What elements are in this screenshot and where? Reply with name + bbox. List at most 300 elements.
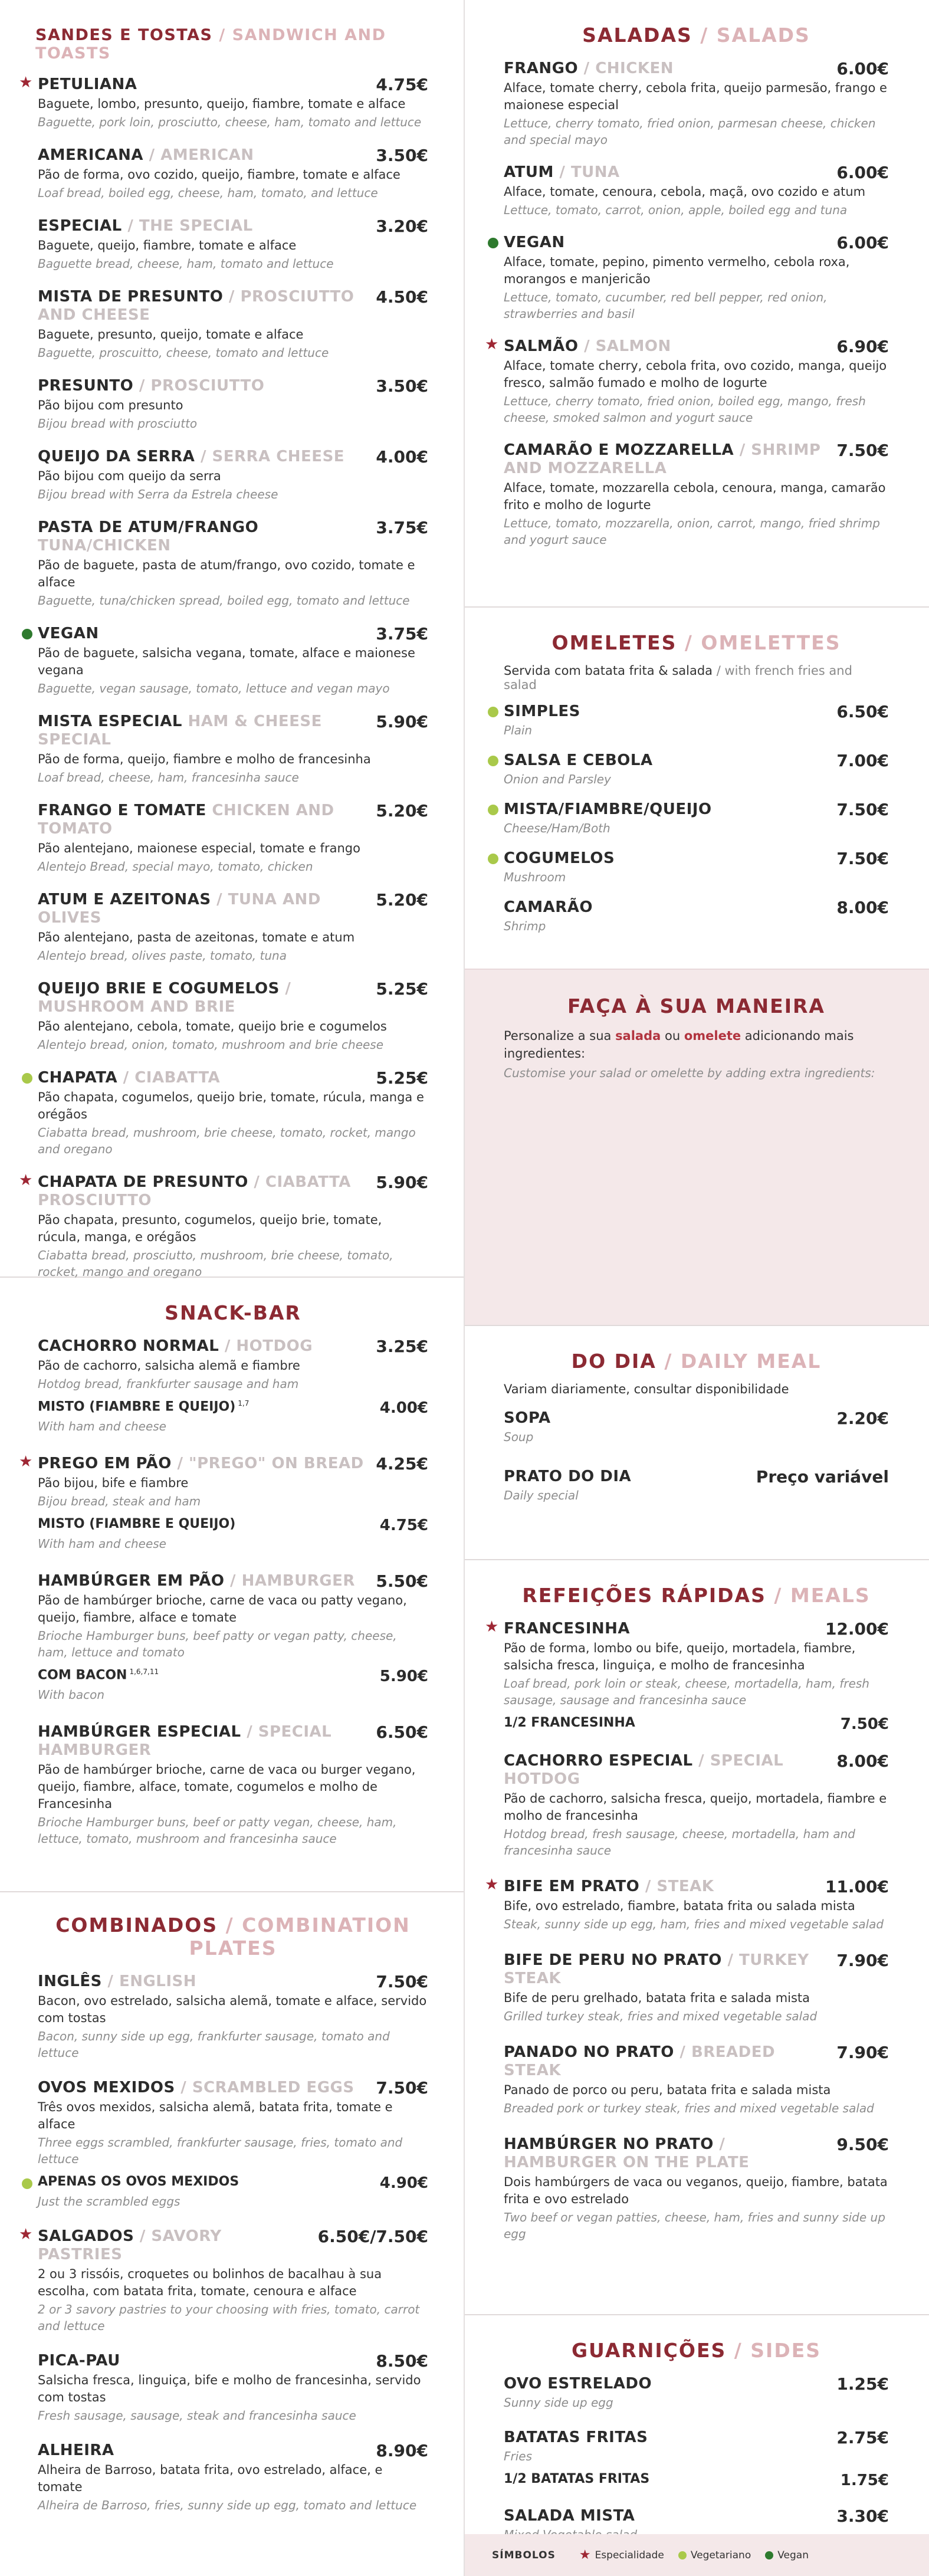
item-name-pt: QUEIJO DA SERRA — [38, 448, 195, 465]
item-variant — [504, 1715, 889, 1733]
item-description: Pão de hambúrger brioche, carne de vaca ou patty vegano, queijo, fiambre, alface e tomate — [38, 1593, 407, 1625]
item-name — [504, 849, 615, 868]
vegan-dot-icon — [488, 238, 498, 248]
item-price: 4.75€ — [376, 75, 428, 94]
item-row — [504, 703, 889, 721]
item-price: 6.50€/7.50€ — [317, 2227, 428, 2246]
item-description-en: Brioche Hamburger buns, beef or patty vegan, cheese, ham, lettuce, tomato, mushroom and francesinha sauce — [38, 1815, 397, 1846]
item-description: Pão bijou com presunto — [38, 398, 183, 412]
item-description: Pão bijou, bife e fiambre — [38, 1476, 189, 1490]
item-description-en: Sunny side up egg — [504, 2395, 613, 2410]
intro-omelete: omelete — [684, 1029, 741, 1043]
item-name-pt: FRANGO — [504, 60, 579, 77]
item-variant — [38, 1668, 428, 1703]
item-name-pt: PRATO DO DIA — [504, 1468, 632, 1485]
menu-item — [38, 891, 428, 964]
item-name-pt: PANADO NO PRATO — [504, 2043, 674, 2061]
item-description: Pão alentejano, cebola, tomate, queijo brie e cogumelos — [38, 1019, 387, 1033]
variant-name — [38, 1517, 235, 1534]
section-snack — [0, 1278, 464, 1891]
item-name-en: / SPECIAL HAMBURGER — [38, 1723, 332, 1759]
symbols-legend — [465, 2534, 929, 2576]
item-name — [504, 752, 653, 770]
item-name — [504, 1752, 829, 1789]
item-name-pt: CHAPATA DE PRESUNTO — [38, 1173, 248, 1191]
menu-item — [38, 1572, 428, 1703]
item-name — [504, 337, 671, 356]
menu-item — [38, 2079, 428, 2210]
variant-price: 1.75€ — [840, 2472, 889, 2489]
menu-item — [504, 163, 889, 218]
item-row — [38, 448, 428, 466]
variant-name — [504, 1715, 635, 1733]
item-row — [38, 1973, 428, 1991]
item-description-en: Plain — [504, 723, 533, 737]
item-name-pt: ATUM — [504, 163, 554, 181]
variant-price: 7.50€ — [840, 1715, 889, 1733]
item-name — [38, 1173, 369, 1210]
item-name-en: / STEAK — [645, 1878, 714, 1895]
item-description-en: Hotdog bread, fresh sausage, cheese, mortadella, ham and francesinha sauce — [504, 1827, 855, 1858]
star-icon: ★ — [19, 1453, 33, 1471]
item-name-pt: HAMBÚRGER NO PRATO — [504, 2135, 714, 2153]
item-price: 8.90€ — [376, 2441, 428, 2460]
item-description: Baguete, lombo, presunto, queijo, fiambre, tomate e alface — [38, 97, 406, 111]
item-description: Dois hambúrgers de vaca ou veganos, queijo, fiambre, batata frita e ovo estrelado — [504, 2175, 888, 2206]
variant-name-text: MISTO (FIAMBRE E QUEIJO) — [38, 1399, 236, 1415]
item-name-pt: INGLÊS — [38, 1973, 102, 1990]
menu-item — [38, 713, 428, 786]
legend-special-label: Especialidade — [595, 2549, 664, 2561]
item-price: 5.25€ — [376, 1068, 428, 1088]
item-name-pt: CACHORRO ESPECIAL — [504, 1752, 693, 1770]
item-description: Alface, tomate cherry, cebola frita, ovo cozido, manga, queijo fresco, salmão fumado e molho de Iogurte — [504, 359, 887, 390]
item-row — [38, 713, 428, 749]
vegetarian-dot-icon — [678, 2551, 687, 2559]
snack-list — [19, 1337, 428, 1847]
item-price: 6.00€ — [836, 59, 889, 78]
item-name — [38, 1572, 355, 1590]
item-description: Alface, tomate, pepino, pimento vermelho, cebola roxa, morangos e manjericão — [504, 255, 850, 286]
item-row — [38, 625, 428, 643]
item-row — [504, 60, 889, 78]
item-description-en: Bijou bread, steak and ham — [38, 1494, 201, 1508]
item-row — [38, 377, 428, 395]
item-name-en: / HAMBURGER — [230, 1572, 355, 1590]
item-description-en: Alentejo bread, olives paste, tomato, tuna — [38, 949, 287, 963]
item-price: 7.90€ — [836, 1951, 889, 1970]
item-description: Alface, tomate cherry, cebola frita, queijo parmesão, frango e maionese especial — [504, 81, 887, 112]
vegetarian-dot-icon — [22, 1073, 32, 1084]
vegetarian-dot-icon — [488, 756, 498, 766]
item-name — [38, 519, 369, 555]
omeletes-note — [504, 664, 889, 692]
item-row — [38, 2352, 428, 2370]
title-pt: SNACK-BAR — [165, 1301, 301, 1324]
item-price: Preço variável — [756, 1467, 889, 1486]
dodia-note: Variam diariamente, consultar disponibilidade — [504, 1382, 789, 1396]
item-name-pt: MISTA ESPECIAL — [38, 713, 182, 730]
item-name-pt: FRANCESINHA — [504, 1620, 631, 1638]
item-row — [38, 288, 428, 324]
item-row — [504, 2043, 889, 2080]
legend-vegan — [765, 2549, 809, 2561]
item-price: 3.75€ — [376, 518, 428, 537]
item-name — [504, 2135, 829, 2172]
item-description-en: Mushroom — [504, 870, 566, 884]
item-row — [504, 1409, 889, 1428]
menu-item — [19, 1171, 428, 1280]
item-row — [38, 2442, 428, 2460]
item-description-en: Two beef or vegan patties, cheese, ham, fries and sunny side up egg — [504, 2210, 885, 2241]
item-name — [504, 2429, 648, 2447]
variant-description-en: Just the scrambled eggs — [38, 2194, 180, 2209]
item-name-en: / PROSCIUTTO — [139, 377, 265, 395]
item-price: 6.90€ — [836, 337, 889, 356]
item-description: Pão de baguete, salsicha vegana, tomate, alface e maionese vegana — [38, 646, 415, 677]
item-name-pt: SALGADOS — [38, 2227, 134, 2245]
item-name — [38, 625, 99, 643]
menu-item — [504, 1752, 889, 1859]
item-price: 6.50€ — [376, 1722, 428, 1742]
menu-item — [504, 2135, 889, 2242]
section-title — [504, 1584, 889, 1607]
allergen-codes: 1,6,7,11 — [129, 1668, 159, 1676]
item-row — [504, 1951, 889, 1988]
item-name — [504, 1409, 551, 1428]
variant-row — [38, 2174, 428, 2192]
menu-item — [38, 146, 428, 201]
title-pt: GUARNIÇÕES — [571, 2339, 727, 2362]
section-custom — [465, 969, 929, 1325]
variant-description-en: With ham and cheese — [38, 1537, 166, 1551]
section-title — [504, 24, 889, 47]
item-name-pt: SALMÃO — [504, 337, 579, 355]
item-description-en: Loaf bread, boiled egg, cheese, ham, tomato, and lettuce — [38, 186, 378, 200]
title-en: / OMELETTES — [684, 631, 841, 654]
item-description: Pão de forma, queijo, fiambre e molho de francesinha — [38, 752, 371, 766]
item-row — [504, 849, 889, 868]
variant-price: 5.90€ — [379, 1668, 428, 1685]
item-description: Pão de forma, lombo ou bife, queijo, mortadela, fiambre, salsicha fresca, linguiça, e molho de francesinha — [504, 1641, 856, 1672]
title-pt: COMBINADOS — [55, 1914, 218, 1937]
item-description-en: Loaf bread, cheese, ham, francesinha sauce — [38, 770, 299, 785]
item-name — [504, 441, 829, 478]
star-icon: ★ — [579, 2547, 591, 2562]
item-name — [504, 1468, 631, 1486]
item-price: 7.50€ — [376, 2078, 428, 2098]
item-description: Pão chapata, cogumelos, queijo brie, tomate, rúcula, manga e orégãos — [38, 1090, 424, 1121]
item-row — [504, 234, 889, 252]
title-pt: FAÇA À SUA MANEIRA — [567, 995, 825, 1018]
star-icon: ★ — [19, 1171, 33, 1189]
item-name-pt: PETULIANA — [38, 76, 137, 93]
item-row — [504, 1468, 889, 1486]
title-pt: OMELETES — [552, 631, 677, 654]
menu-item — [504, 1951, 889, 2024]
item-name — [38, 891, 369, 927]
item-name-pt: BATATAS FRITAS — [504, 2429, 648, 2446]
item-price: 5.50€ — [376, 1571, 428, 1591]
variant-row — [504, 2472, 889, 2489]
intro-salada: salada — [615, 1029, 661, 1043]
item-row — [38, 1337, 428, 1356]
item-name-en: / HOTDOG — [224, 1337, 313, 1355]
item-price: 8.00€ — [836, 1751, 889, 1771]
item-row — [38, 1069, 428, 1087]
item-row — [38, 802, 428, 838]
title-en: / MEALS — [774, 1584, 871, 1607]
item-price: 3.25€ — [376, 1337, 428, 1356]
variant-name-text: COM BACON — [38, 1668, 127, 1683]
item-name — [38, 1973, 196, 1991]
section-title — [504, 631, 889, 654]
menu-item — [504, 800, 889, 836]
title-en: / SANDWICH AND TOASTS — [35, 26, 386, 63]
title-en: / COMBINATION PLATES — [189, 1914, 411, 1960]
item-name-en: / CIABATTA — [123, 1069, 221, 1087]
item-price: 7.50€ — [376, 1972, 428, 1991]
variant-price: 4.90€ — [379, 2174, 428, 2192]
item-description-en: Onion and Parsley — [504, 772, 611, 786]
item-name-en: TUNA/CHICKEN — [38, 537, 171, 554]
item-price: 7.90€ — [836, 2043, 889, 2062]
item-name-pt: CAMARÃO E MOZZARELLA — [504, 441, 734, 459]
note-pt: Servida com batata frita & salada — [504, 664, 713, 678]
item-description-en: Soup — [504, 1430, 534, 1444]
item-price: 5.90€ — [376, 712, 428, 731]
menu-item — [38, 217, 428, 272]
item-description: Pão de forma, ovo cozido, queijo, fiambre, tomate e alface — [38, 168, 401, 182]
item-description-en: Lettuce, tomato, mozzarella, onion, carrot, mango, fried shrimp and yogurt sauce — [504, 516, 880, 547]
item-description: Alface, tomate, cenoura, cebola, maçã, ovo cozido e atum — [504, 185, 866, 199]
item-description-en: Fries — [504, 2449, 533, 2463]
item-price: 5.90€ — [376, 1173, 428, 1192]
item-name — [504, 2375, 652, 2393]
item-name — [38, 1337, 313, 1356]
intro-text-end: adicionando mais ingredientes: — [504, 1029, 854, 1061]
item-name — [38, 802, 369, 838]
menu-item — [485, 1876, 889, 1932]
vegetarian-dot-icon — [22, 2178, 32, 2189]
item-description: Baguete, presunto, queijo, tomate e alface — [38, 327, 304, 342]
menu-item — [38, 1973, 428, 2061]
item-price: 7.50€ — [836, 849, 889, 868]
item-name-en: / CIABATTA PROSCIUTTO — [38, 1173, 351, 1209]
item-name — [38, 2352, 120, 2370]
item-name-en: / PROSCIUTTO AND CHEESE — [38, 288, 354, 324]
vegetarian-dot-icon — [488, 805, 498, 815]
item-name-pt: SALADA MISTA — [504, 2507, 635, 2525]
item-row — [504, 1752, 889, 1789]
star-icon: ★ — [485, 336, 499, 353]
item-description-en: Baguette bread, cheese, ham, tomato and lettuce — [38, 257, 334, 271]
item-name-pt: QUEIJO BRIE E COGUMELOS — [38, 980, 280, 997]
legend-vegan-label: Vegan — [777, 2549, 809, 2561]
intro-text: Personalize a sua — [504, 1029, 616, 1043]
variant-price: 4.75€ — [379, 1517, 428, 1534]
item-price: 3.75€ — [376, 624, 428, 644]
left-column — [0, 0, 464, 2513]
item-name-pt: FRANGO E TOMATE — [38, 802, 206, 819]
item-name — [38, 377, 264, 395]
item-description-en: 2 or 3 savory pastries to your choosing with fries, tomato, carrot and lettuce — [38, 2302, 420, 2333]
item-row — [504, 752, 889, 770]
item-name-pt: ESPECIAL — [38, 217, 122, 235]
menu-item — [504, 1409, 889, 1445]
item-row — [38, 1173, 428, 1210]
item-name-en: / TUNA — [559, 163, 620, 181]
item-price: 6.00€ — [836, 233, 889, 252]
item-name — [38, 146, 254, 165]
item-description-en: Alheira de Barroso, fries, sunny side up egg, tomato and lettuce — [38, 2498, 417, 2512]
item-description-en: Steak, sunny side up egg, ham, fries and mixed vegetable salad — [504, 1917, 884, 1931]
star-icon: ★ — [19, 74, 33, 91]
item-row — [504, 163, 889, 182]
item-description: Bacon, ovo estrelado, salsicha alemã, tomate e alface, servido com tostas — [38, 1994, 427, 2025]
menu-item — [38, 625, 428, 697]
menu-item — [504, 2375, 889, 2411]
item-price: 7.50€ — [836, 441, 889, 460]
sandes-list — [19, 74, 428, 1280]
variant-name-text: 1/2 FRANCESINHA — [504, 1715, 635, 1730]
item-name-pt: BIFE EM PRATO — [504, 1878, 640, 1895]
item-row — [504, 898, 889, 917]
item-description: Alheira de Barroso, batata frita, ovo estrelado, alface, e tomate — [38, 2463, 383, 2494]
legend-vegetarian-label: Vegetariano — [690, 2549, 751, 2561]
item-row — [504, 2135, 889, 2172]
menu-item — [38, 1337, 428, 1435]
item-price: 9.50€ — [836, 2135, 889, 2154]
item-name — [38, 1455, 364, 1473]
saladas-list — [485, 59, 889, 548]
item-name-pt: HAMBÚRGER ESPECIAL — [38, 1723, 241, 1741]
section-title — [504, 1350, 889, 1373]
vegan-dot-icon — [22, 629, 32, 639]
menu-item — [38, 448, 428, 503]
title-pt: REFEIÇÕES RÁPIDAS — [522, 1584, 766, 1607]
item-name — [38, 980, 369, 1016]
menu-item — [504, 60, 889, 148]
item-row — [38, 980, 428, 1016]
item-row — [38, 891, 428, 927]
item-name — [38, 1069, 220, 1087]
menu-item — [38, 377, 428, 432]
item-description: Pão alentejano, pasta de azeitonas, tomate e atum — [38, 930, 355, 944]
item-row — [38, 1572, 428, 1590]
menu-item — [504, 703, 889, 739]
item-description-en: Bijou bread with prosciutto — [38, 416, 198, 431]
variant-name-text: MISTO (FIAMBRE E QUEIJO) — [38, 1517, 236, 1531]
item-description-en: Bijou bread with Serra da Estrela cheese — [38, 487, 278, 501]
item-name-pt: PRESUNTO — [38, 377, 134, 395]
item-description-en: Grilled turkey steak, fries and mixed vegetable salad — [504, 2009, 818, 2023]
item-price: 1.25€ — [836, 2374, 889, 2394]
item-name-pt: SIMPLES — [504, 703, 580, 720]
item-name-pt: AMERICANA — [38, 146, 144, 164]
item-description-en: Lettuce, tomato, carrot, onion, apple, boiled egg and tuna — [504, 203, 848, 217]
menu-item — [504, 2429, 889, 2489]
item-name — [38, 217, 253, 235]
variant-description-en: With bacon — [38, 1688, 105, 1702]
vegetarian-dot-icon — [488, 707, 498, 717]
item-name — [38, 2227, 311, 2264]
item-price: 5.25€ — [376, 979, 428, 999]
vegetarian-dot-icon — [488, 854, 498, 864]
item-row — [504, 800, 889, 819]
item-name-pt: HAMBÚRGER EM PÃO — [38, 1572, 225, 1590]
item-description: Pão de hambúrger brioche, carne de vaca ou burger vegano, queijo, fiambre, alface, tomate, cogumelos e molho de Francesinha — [38, 1763, 416, 1811]
item-variant — [38, 2174, 428, 2210]
menu-item — [19, 74, 428, 130]
item-description-en: Three eggs scrambled, frankfurter sausage, fries, tomato and lettuce — [38, 2135, 403, 2166]
section-title — [35, 26, 428, 63]
item-name-pt: PASTA DE ATUM/FRANGO — [38, 519, 259, 536]
item-description: Pão de cachorro, salsicha alemã e fiambre — [38, 1358, 300, 1373]
item-name-en: / ENGLISH — [107, 1973, 197, 1990]
item-name — [504, 703, 580, 721]
vegan-dot-icon — [765, 2551, 773, 2559]
item-description-en: Breaded pork or turkey steak, fries and mixed vegetable salad — [504, 2101, 874, 2115]
section-sandes — [0, 0, 464, 1279]
item-name-pt: SALSA E CEBOLA — [504, 752, 653, 769]
item-description: Pão de baguete, pasta de atum/frango, ovo cozido, tomate e alface — [38, 558, 415, 589]
item-name-en: / TUNA AND OLIVES — [38, 891, 321, 927]
item-price: 12.00€ — [825, 1619, 889, 1639]
item-description-en: Cheese/Ham/Both — [504, 821, 610, 835]
allergen-codes: 1,7 — [238, 1399, 250, 1407]
menu-item — [38, 519, 428, 609]
item-description-en: Shrimp — [504, 919, 546, 933]
star-icon: ★ — [485, 1876, 499, 1894]
omeletes-list — [504, 703, 889, 934]
menu-item — [38, 980, 428, 1053]
star-icon: ★ — [485, 1618, 499, 1636]
item-row — [504, 337, 889, 356]
item-name-en: HAM & CHEESE SPECIAL — [38, 713, 322, 749]
item-name — [38, 713, 369, 749]
section-saladas — [465, 0, 929, 606]
variant-name — [38, 2174, 239, 2192]
rapidas-list — [485, 1618, 889, 2242]
item-description: Panado de porco ou peru, batata frita e salada mista — [504, 2083, 831, 2097]
item-name-pt: PICA-PAU — [38, 2352, 120, 2370]
item-description: Salsicha fresca, linguiça, bife e molho de francesinha, servido com tostas — [38, 2373, 421, 2404]
menu-item — [19, 2226, 428, 2334]
title-en: / DAILY MEAL — [664, 1350, 822, 1373]
item-description-en: Bacon, sunny side up egg, frankfurter sausage, tomato and lettuce — [38, 2029, 390, 2060]
custom-intro — [504, 1027, 889, 1062]
item-description-en: Daily special — [504, 1488, 579, 1502]
variant-row — [38, 1399, 428, 1417]
item-description: Pão chapata, presunto, cogumelos, queijo brie, tomate, rúcula, manga, e orégãos — [38, 1213, 382, 1244]
item-name-en: / SERRA CHEESE — [200, 448, 345, 465]
item-row — [38, 1723, 428, 1760]
item-row — [38, 2079, 428, 2097]
variant-price: 4.00€ — [379, 1399, 428, 1417]
item-name — [504, 234, 565, 252]
menu-item — [504, 2043, 889, 2116]
menu-item — [38, 1723, 428, 1847]
section-combinados — [0, 1892, 464, 2513]
variant-name — [38, 1668, 159, 1685]
item-description-en: Hotdog bread, frankfurter sausage and ham — [38, 1377, 299, 1391]
title-pt: DO DIA — [571, 1350, 656, 1373]
item-price: 3.30€ — [836, 2506, 889, 2526]
item-name-pt: SOPA — [504, 1409, 551, 1427]
item-name-pt: BIFE DE PERU NO PRATO — [504, 1951, 722, 1969]
item-price: 7.50€ — [836, 800, 889, 819]
